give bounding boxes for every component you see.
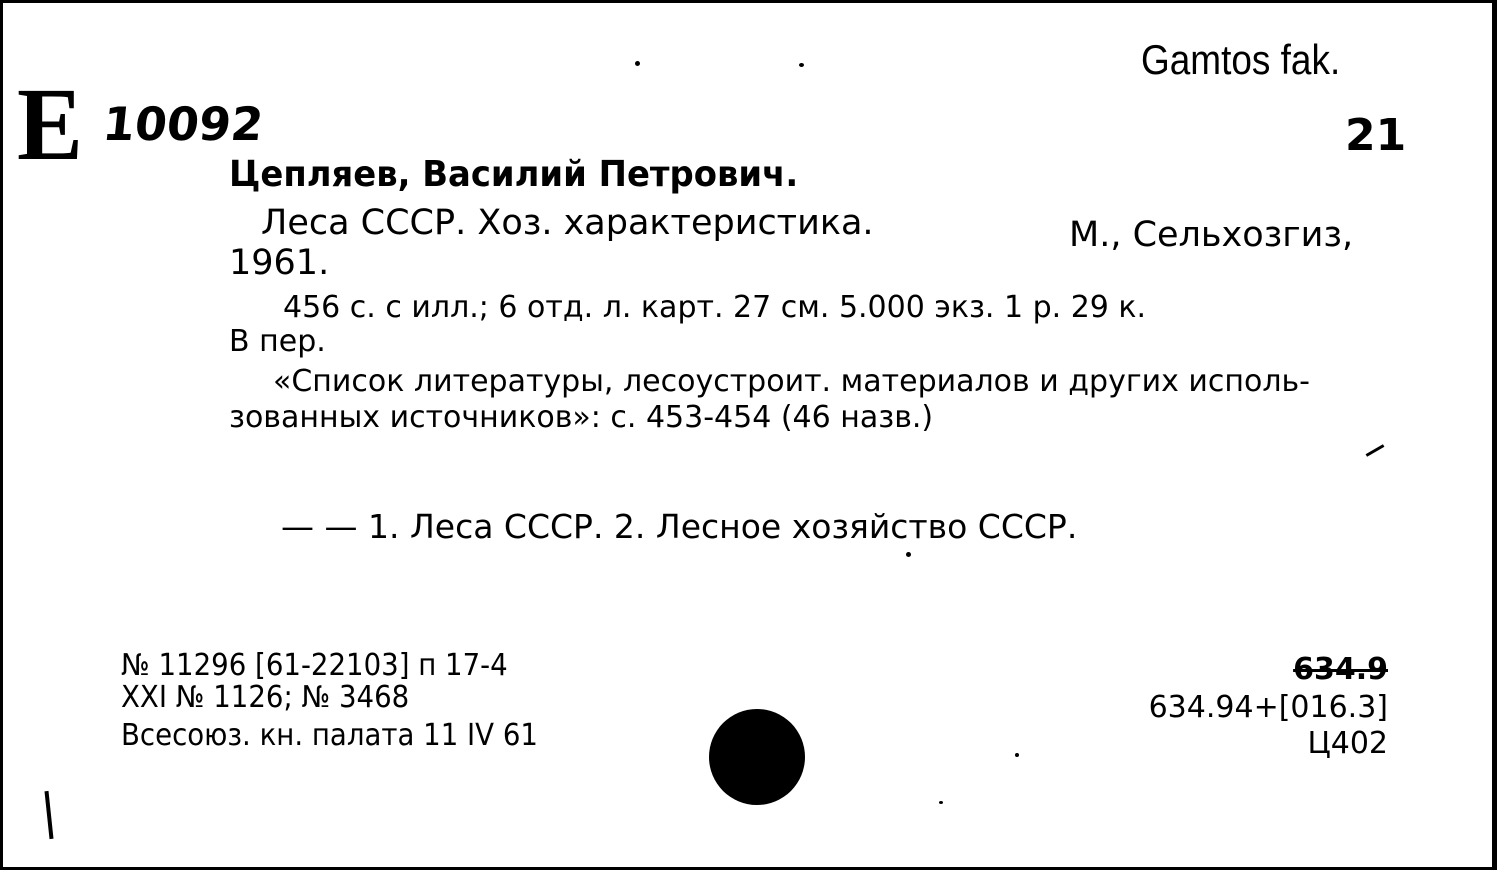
class-number: 634.94+[016.3]	[1148, 690, 1388, 725]
binding-note: В пер.	[229, 324, 326, 359]
title-line: Леса СССР. Хоз. характеристика.	[261, 203, 874, 243]
registry-series: XXI № 1126; № 3468	[121, 680, 410, 715]
speck	[635, 61, 640, 66]
class-number-old: 634.9	[1293, 652, 1388, 687]
speck	[939, 801, 943, 804]
subject-headings: — — 1. Леса СССР. 2. Лесное хозяйство СССР.	[281, 507, 1078, 546]
registry-chamber: Всесоюз. кн. палата 11 IV 61	[121, 718, 538, 753]
speck	[799, 63, 804, 67]
bibliography-note: «Список литературы, лесоустроит. материалов и других исполь-	[273, 364, 1311, 399]
publisher: М., Сельхозгиз,	[1069, 215, 1354, 255]
call-letter: Е	[17, 67, 82, 182]
bibliography-note-cont: зованных источников»: с. 453-454 (46 назв.)	[229, 400, 934, 435]
call-number: 10092	[100, 97, 266, 151]
publication-year: 1961.	[229, 243, 330, 283]
margin-mark	[45, 791, 54, 839]
registry-number: № 11296 [61-22103] п 17-4	[121, 648, 508, 683]
author-mark: Ц402	[1307, 726, 1388, 761]
punch-hole	[709, 709, 805, 805]
card-number: 21	[1345, 110, 1407, 161]
collection-note: Gamtos fak.	[1141, 36, 1341, 83]
author-heading: Цепляев, Василий Петрович.	[229, 154, 799, 195]
physical-description: 456 с. с илл.; 6 отд. л. карт. 27 см. 5.000 экз. 1 р. 29 к.	[283, 290, 1147, 325]
tick-mark	[1366, 444, 1385, 457]
speck	[906, 552, 911, 557]
speck	[1015, 753, 1019, 757]
